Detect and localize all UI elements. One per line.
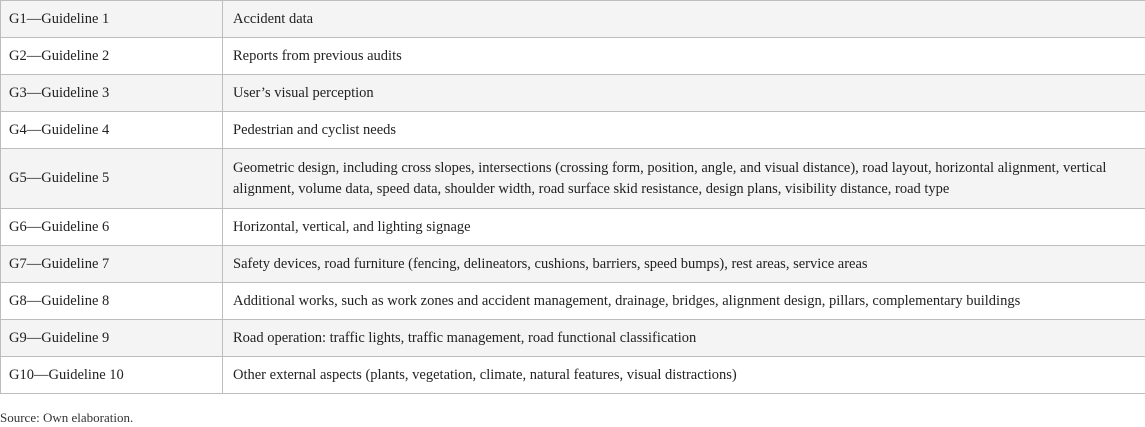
table-row [1,320,1145,357]
table-row [1,149,1145,209]
guideline-id-cell: G5—Guideline 5 [1,149,223,209]
guideline-id-cell: G10—Guideline 10 [1,357,223,394]
table-row [1,209,1145,246]
guideline-id-cell: G2—Guideline 2 [1,38,223,75]
guideline-id-cell: G4—Guideline 4 [1,112,223,149]
guideline-description-cell: Safety devices, road furniture (fencing, delineators, cushions, barriers, speed bumps), rest areas, service areas [223,246,1145,283]
guideline-id-cell: G6—Guideline 6 [1,209,223,246]
guideline-description-cell: User’s visual perception [223,75,1145,112]
guideline-description-cell: Pedestrian and cyclist needs [223,112,1145,149]
guideline-id-cell: G7—Guideline 7 [1,246,223,283]
guideline-id-cell: G8—Guideline 8 [1,283,223,320]
table-row [1,357,1145,394]
table-row [1,1,1145,38]
guideline-id-cell: G9—Guideline 9 [1,320,223,357]
guideline-description-cell: Road operation: traffic lights, traffic management, road functional classification [223,320,1145,357]
guideline-description-cell: Additional works, such as work zones and accident management, drainage, bridges, alignment design, pillars, complementary buildings [223,283,1145,320]
source-note: Source: Own elaboration. [0,410,134,425]
guideline-description-cell: Reports from previous audits [223,38,1145,75]
guideline-description-cell: Accident data [223,1,1145,38]
table-row [1,38,1145,75]
guideline-id-cell: G3—Guideline 3 [1,75,223,112]
guideline-id-cell: G1—Guideline 1 [1,1,223,38]
table-row [1,112,1145,149]
table-row [1,283,1145,320]
guideline-description-cell: Other external aspects (plants, vegetation, climate, natural features, visual distractions) [223,357,1145,394]
table-row [1,246,1145,283]
table-row [1,75,1145,112]
guideline-description-cell: Horizontal, vertical, and lighting signage [223,209,1145,246]
guidelines-table-body [1,1,1145,394]
guideline-description-cell: Geometric design, including cross slopes, intersections (crossing form, position, angle, and visual distance), road layout, horizontal alignment, vertical alignment, volume data, speed data, shoulder width, road surface skid resistance, design plans, visibility distance, road type [223,149,1145,209]
